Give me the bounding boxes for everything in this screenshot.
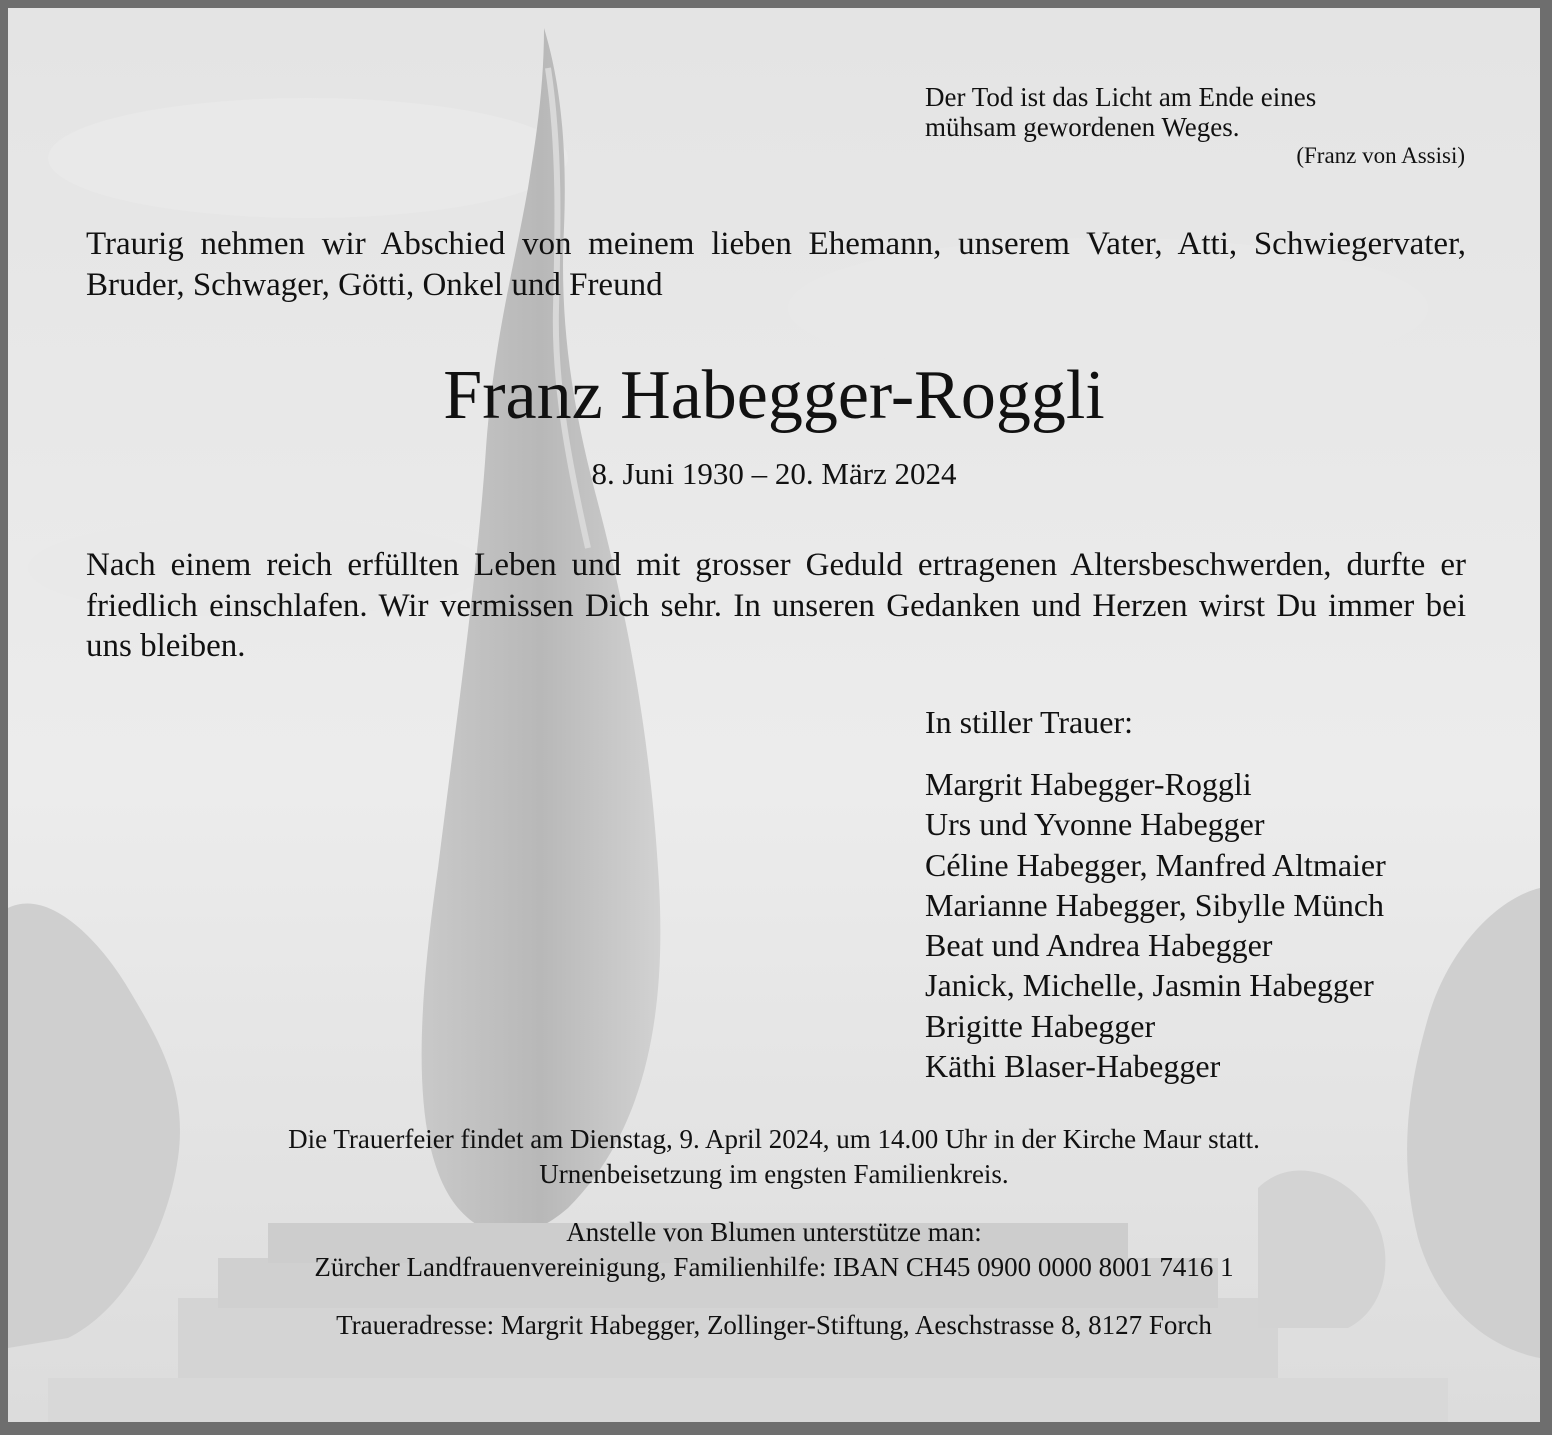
mourner-name: Janick, Michelle, Jasmin Habegger: [925, 967, 1374, 1004]
mourning-address: Traueradresse: Margrit Habegger, Zollinger-Stiftung, Aeschstrasse 8, 8127 Forch: [336, 1310, 1212, 1340]
mourning-label: In stiller Trauer:: [925, 704, 1133, 740]
quote-line-2: mühsam gewordenen Weges.: [925, 112, 1240, 142]
mourners-list: [925, 764, 1386, 1086]
epigraph-quote: [925, 82, 1465, 170]
mourner-name: Beat und Andrea Habegger: [925, 927, 1273, 964]
mourner-name: Céline Habegger, Manfred Altmaier: [925, 846, 1386, 883]
deceased-name: Franz Habegger-Roggli: [443, 357, 1105, 434]
mourner-name: Marianne Habegger, Sibylle Münch: [925, 886, 1385, 923]
donation-line-1: Anstelle von Blumen unterstütze man:: [566, 1217, 982, 1247]
intro-paragraph: Traurig nehmen wir Abschied von meinem lieben Ehemann, unserem Vater, Atti, Schwiegervater, Bruder, Schwager, Götti, Onkel und Freund: [86, 226, 1466, 303]
life-dates: 8. Juni 1930 – 20. März 2024: [591, 456, 957, 491]
obituary-notice: [8, 8, 1540, 1422]
ceremony-line-2: Urnenbeisetzung im engsten Familienkreis.: [539, 1159, 1009, 1189]
quote-line-1: Der Tod ist das Licht am Ende eines: [925, 82, 1317, 112]
background-sculpture-photo: [8, 8, 1540, 1422]
mourner-name: Margrit Habegger-Roggli: [925, 766, 1252, 802]
mourner-name: Urs und Yvonne Habegger: [925, 806, 1265, 843]
quote-author: (Franz von Assisi): [1296, 143, 1465, 168]
ceremony-info: [8, 1122, 1540, 1192]
body-paragraph: Nach einem reich erfüllten Leben und mit grosser Geduld ertragenen Altersbeschwerden, durfte er friedlich einschlafen. Wir vermissen Dich sehr. In unseren Gedanken und Herzen wirst Du immer bei uns bleiben.: [86, 547, 1466, 664]
mourner-name: Käthi Blaser-Habegger: [925, 1048, 1221, 1085]
donation-info: [8, 1215, 1540, 1285]
mourner-name: Brigitte Habegger: [925, 1007, 1156, 1044]
donation-line-2: Zürcher Landfrauenvereinigung, Familienhilfe: IBAN CH45 0900 0000 8001 7416 1: [314, 1252, 1234, 1282]
ceremony-line-1: Die Trauerfeier findet am Dienstag, 9. April 2024, um 14.00 Uhr in der Kirche Maur statt.: [288, 1124, 1260, 1154]
